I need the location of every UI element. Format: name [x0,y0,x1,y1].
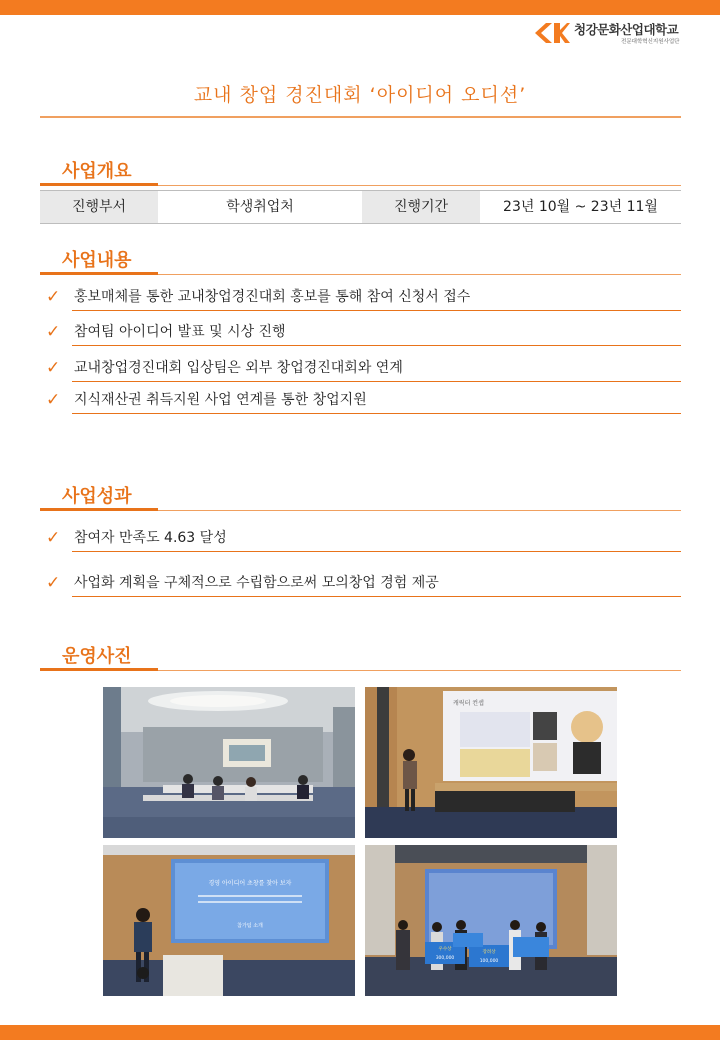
logo-name: 청강문화산업대학교 [574,22,679,37]
check-mark-icon: ✓ [46,528,61,548]
list-item: ✓ 홍보매체를 통한 교내창업경진대회 홍보를 통해 참여 신청서 접수 [40,281,681,311]
results-heading [40,482,681,512]
award-label-2: 장려상 [482,950,496,955]
list-item: ✓ 지식재산권 취득지원 사업 연계를 통한 창업지원 [40,384,681,414]
check-mark-icon: ✓ [46,358,61,378]
period-label: 진행기간 [362,191,480,223]
content-heading [40,246,681,276]
content-heading-text: 사업내용 [62,250,132,271]
slide-title: 경영 아이디어 초창를 찾아 보자 [208,880,292,887]
check-mark-icon: ✓ [46,573,61,593]
check-mark-icon: ✓ [46,287,61,307]
photo-speaker [103,845,355,996]
bottom-accent-bar [0,1025,720,1040]
photos-heading-text: 운영사진 [62,646,132,667]
page-title: 교내 창업 경진대회 ‘아이디어 오디션’ [193,84,527,106]
list-item: ✓ 참여자 만족도 4.63 달성 [40,522,681,552]
award-amount-1: 300,000 [435,956,455,961]
photos-heading [40,642,681,672]
top-accent-bar [0,0,720,15]
ck-logo-icon [532,21,570,45]
overview-heading [40,157,681,187]
award-label-1: 우수상 [438,947,452,952]
list-item: ✓ 교내창업경진대회 입상팀은 외부 창업경진대회와 연계 [40,352,681,382]
slide-sub: 참가팀 소개 [237,923,263,929]
results-heading-text: 사업성과 [62,486,132,507]
list-item: ✓ 사업화 계획을 구체적으로 수립함으로써 모의창업 경험 제공 [40,567,681,597]
photo-award-ceremony [365,845,617,996]
check-mark-icon: ✓ [46,390,61,410]
svg-text:캐릭터 컨셉: 캐릭터 컨셉 [453,700,484,707]
overview-heading-text: 사업개요 [62,161,132,182]
university-logo [532,20,717,48]
list-item: ✓ 참여팀 아이디어 발표 및 시상 진행 [40,316,681,346]
dept-label: 진행부서 [40,191,158,223]
award-amount-2: 100,000 [479,959,499,964]
dept-value: 학생취업처 [226,199,294,215]
photo-presentation [365,687,617,838]
period-value: 23년 10월 ~ 23년 11월 [503,199,658,215]
photo-lecture-room [103,687,355,838]
title-divider [40,116,681,118]
check-mark-icon: ✓ [46,322,61,342]
logo-subtitle: 전문대학혁신지원사업단 [621,39,680,45]
overview-table [40,190,681,224]
